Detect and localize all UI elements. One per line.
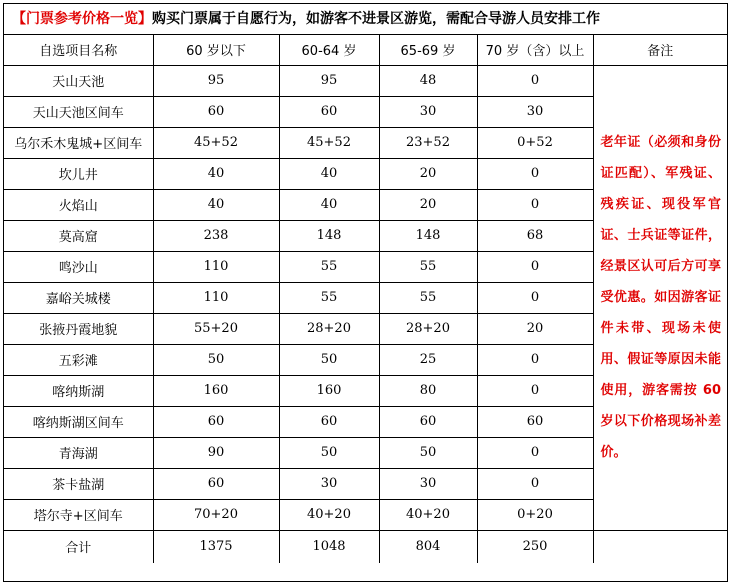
item-name-cell: 天山天池: [4, 65, 153, 96]
price-cell: 30: [379, 96, 477, 127]
price-cell: 90: [153, 437, 279, 468]
price-cell: 55: [279, 282, 379, 313]
price-cell: 55: [279, 251, 379, 282]
price-cell: 60: [153, 96, 279, 127]
price-cell: 55+20: [153, 313, 279, 344]
notice-text: 购买门票属于自愿行为，如游客不进景区游览，需配合导游人员安排工作: [152, 11, 600, 27]
price-cell: 0: [477, 251, 593, 282]
item-name-cell: 张掖丹霞地貌: [4, 313, 153, 344]
price-cell: 0+52: [477, 127, 593, 158]
price-cell: 148: [279, 220, 379, 251]
price-cell: 60: [379, 406, 477, 437]
price-cell: 50: [153, 344, 279, 375]
item-name-cell: 火焰山: [4, 189, 153, 220]
price-cell: 20: [379, 189, 477, 220]
header-item-name: 自选项目名称: [4, 35, 153, 65]
price-cell: 148: [379, 220, 477, 251]
price-cell: 55: [379, 282, 477, 313]
ticket-price-table: [4, 35, 727, 563]
price-cell: 45+52: [279, 127, 379, 158]
price-cell: 20: [477, 313, 593, 344]
price-cell: 0: [477, 158, 593, 189]
price-cell: 25: [379, 344, 477, 375]
total-value: 1375: [153, 530, 279, 563]
price-cell: 30: [379, 468, 477, 499]
price-cell: 60: [279, 406, 379, 437]
price-cell: 40+20: [379, 499, 477, 530]
price-cell: 0: [477, 437, 593, 468]
item-name-cell: 鸣沙山: [4, 251, 153, 282]
price-cell: 110: [153, 282, 279, 313]
item-name-cell: 喀纳斯湖区间车: [4, 406, 153, 437]
item-name-cell: 喀纳斯湖: [4, 375, 153, 406]
price-cell: 60: [153, 468, 279, 499]
price-cell: 30: [279, 468, 379, 499]
total-value: 250: [477, 530, 593, 563]
header-60-64: 60-64 岁: [279, 35, 379, 65]
price-cell: 70+20: [153, 499, 279, 530]
total-row: [4, 530, 727, 563]
price-cell: 60: [153, 406, 279, 437]
price-cell: 0: [477, 189, 593, 220]
price-cell: 45+52: [153, 127, 279, 158]
price-cell: 48: [379, 65, 477, 96]
item-name-cell: 乌尔禾木鬼城+区间车: [4, 127, 153, 158]
price-cell: 0: [477, 65, 593, 96]
header-65-69: 65-69 岁: [379, 35, 477, 65]
price-cell: 160: [153, 375, 279, 406]
item-name-cell: 青海湖: [4, 437, 153, 468]
price-cell: 50: [279, 437, 379, 468]
item-name-cell: 莫高窟: [4, 220, 153, 251]
price-cell: 0: [477, 468, 593, 499]
total-value: 804: [379, 530, 477, 563]
item-name-cell: 塔尔寺+区间车: [4, 499, 153, 530]
item-name-cell: 五彩滩: [4, 344, 153, 375]
price-sheet: [3, 3, 728, 582]
price-cell: 30: [477, 96, 593, 127]
remark-cell: 老年证（必须和身份证匹配）、军残证、残疾证、现役军官证、士兵证等证件，经景区认可后方可享受优惠。如因游客证件未带、现场未使用、假证等原因未能使用，游客需按 60 岁以下价格现场补差价。: [593, 65, 727, 530]
total-remark-empty: [593, 530, 727, 563]
price-cell: 0: [477, 282, 593, 313]
item-name-cell: 坎儿井: [4, 158, 153, 189]
total-value: 1048: [279, 530, 379, 563]
price-cell: 40: [153, 158, 279, 189]
price-cell: 0: [477, 375, 593, 406]
item-name-cell: 茶卡盐湖: [4, 468, 153, 499]
price-cell: 238: [153, 220, 279, 251]
header-row: [4, 35, 727, 65]
price-cell: 60: [477, 406, 593, 437]
price-cell: 28+20: [379, 313, 477, 344]
price-cell: 160: [279, 375, 379, 406]
price-cell: 20: [379, 158, 477, 189]
price-cell: 40: [279, 189, 379, 220]
price-cell: 40: [279, 158, 379, 189]
price-cell: 55: [379, 251, 477, 282]
price-cell: 50: [279, 344, 379, 375]
price-cell: 0+20: [477, 499, 593, 530]
header-70-plus: 70 岁（含）以上: [477, 35, 593, 65]
price-cell: 68: [477, 220, 593, 251]
item-name-cell: 嘉峪关城楼: [4, 282, 153, 313]
total-label: 合计: [4, 530, 153, 563]
price-cell: 40+20: [279, 499, 379, 530]
table-row: [4, 65, 727, 96]
price-cell: 50: [379, 437, 477, 468]
price-cell: 110: [153, 251, 279, 282]
price-cell: 95: [279, 65, 379, 96]
notice-title: 【门票参考价格一览】: [12, 11, 152, 27]
header-under-60: 60 岁以下: [153, 35, 279, 65]
price-cell: 60: [279, 96, 379, 127]
price-cell: 80: [379, 375, 477, 406]
price-cell: 0: [477, 344, 593, 375]
price-cell: 95: [153, 65, 279, 96]
price-cell: 23+52: [379, 127, 477, 158]
price-cell: 40: [153, 189, 279, 220]
item-name-cell: 天山天池区间车: [4, 96, 153, 127]
notice-line: [4, 4, 727, 35]
header-remark: 备注: [593, 35, 727, 65]
price-cell: 28+20: [279, 313, 379, 344]
